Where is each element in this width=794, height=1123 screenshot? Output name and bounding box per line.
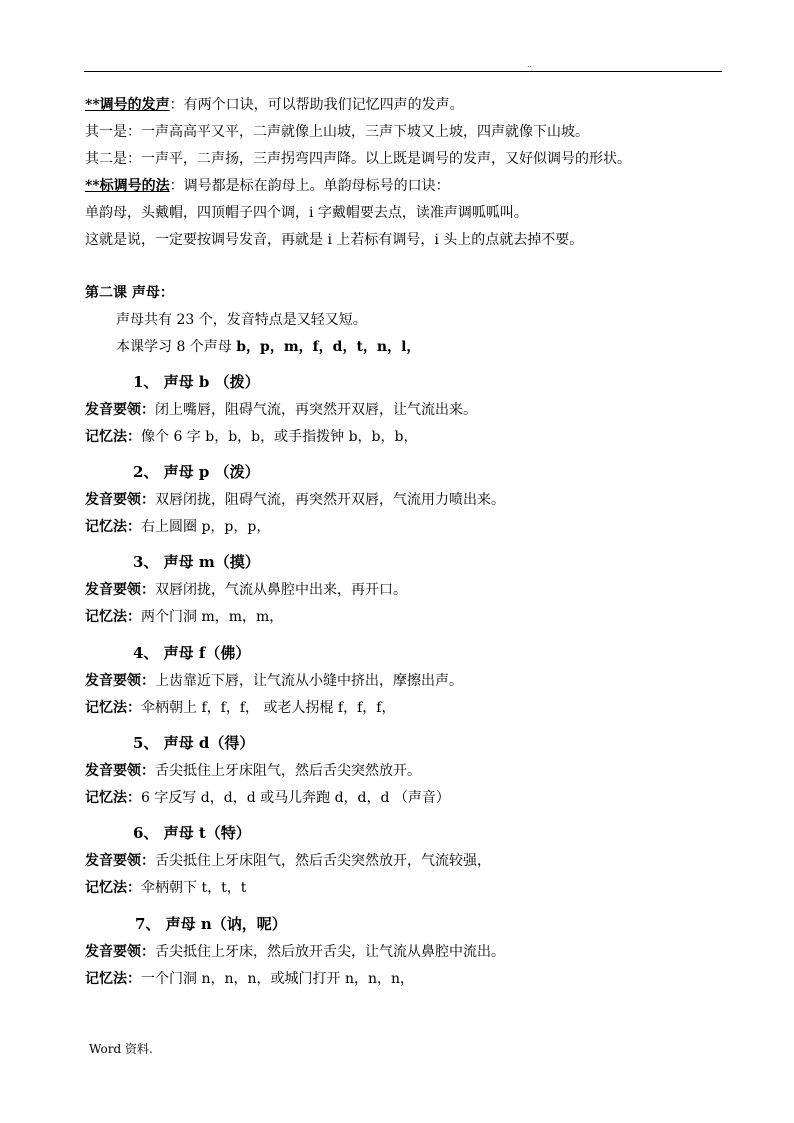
pron-line-d bbox=[85, 762, 421, 780]
mem-text: 两个门洞 m，m，m， bbox=[141, 609, 284, 625]
pron-label: 发音要领： bbox=[85, 763, 155, 779]
footer-text: Word 资料. bbox=[89, 1042, 153, 1056]
pron-text: 双唇闭拢，阻碍气流，再突然开双唇，气流用力喷出来。 bbox=[155, 492, 505, 508]
tone-mark-text: ：调号都是标在韵母上。单韵母标号的口诀： bbox=[169, 178, 450, 194]
mem-text: 像个 6 字 b，b，b，或手指拨钟 b，b，b， bbox=[141, 429, 418, 445]
header-dots: .. bbox=[527, 60, 533, 69]
item-heading-n: 7、 声母 n（讷，呢） bbox=[135, 915, 287, 933]
pron-text: 上齿靠近下唇，让气流从小缝中挤出，摩擦出声。 bbox=[155, 673, 463, 689]
mem-text: 伞柄朝下 t，t，t bbox=[141, 880, 247, 896]
pron-text: 双唇闭拢，气流从鼻腔中出来，再开口。 bbox=[155, 582, 407, 598]
lesson-intro-2 bbox=[116, 338, 420, 356]
pron-text: 舌尖抵住上牙床阻气，然后舌尖突然放开。 bbox=[155, 763, 421, 779]
mem-line-p bbox=[85, 518, 270, 536]
header-rule bbox=[84, 71, 722, 72]
tone-mark-label: **标调号的法 bbox=[85, 178, 170, 194]
item-heading-t: 6、 声母 t（特） bbox=[133, 824, 251, 842]
mem-text: 6 字反写 d，d，d 或马儿奔跑 d，d，d （声音） bbox=[141, 790, 450, 806]
mem-text: 右上圆圈 p，p，p， bbox=[141, 519, 271, 535]
lesson-letters: b，p，m，f，d，t，n，l， bbox=[236, 339, 421, 355]
mem-line-f bbox=[85, 699, 395, 717]
pron-label: 发音要领： bbox=[85, 673, 155, 689]
mem-line-b bbox=[85, 428, 417, 446]
pron-label: 发音要领： bbox=[85, 582, 155, 598]
pron-line-t bbox=[85, 852, 491, 870]
tone-sound-text: ：有两个口诀，可以帮助我们记忆四声的发声。 bbox=[169, 97, 464, 113]
pron-label: 发音要领： bbox=[85, 944, 155, 960]
pron-line-p bbox=[85, 491, 505, 509]
intro-line-2: 其一是：一声高高平又平，二声就像上山坡，三声下坡又上坡，四声就像下山坡。 bbox=[85, 124, 589, 140]
intro-line-5: 单韵母，头戴帽，四顶帽子四个调，i 字戴帽要去点，读准声调呱呱叫。 bbox=[85, 205, 528, 221]
intro-line-1 bbox=[85, 96, 464, 114]
pron-text: 舌尖抵住上牙床，然后放开舌尖，让气流从鼻腔中流出。 bbox=[155, 944, 505, 960]
pron-line-f bbox=[85, 672, 463, 690]
mem-label: 记忆法： bbox=[85, 880, 141, 896]
pron-line-b bbox=[85, 401, 477, 419]
mem-line-t bbox=[85, 879, 246, 897]
pron-text: 舌尖抵住上牙床阻气，然后舌尖突然放开，气流较强， bbox=[155, 853, 491, 869]
mem-label: 记忆法： bbox=[85, 519, 141, 535]
pron-label: 发音要领： bbox=[85, 853, 155, 869]
mem-label: 记忆法： bbox=[85, 609, 141, 625]
intro-line-6: 这就是说，一定要按调号发音，再就是 i 上若标有调号，i 头上的点就去掉不要。 bbox=[85, 232, 584, 248]
lesson-intro-text: 本课学习 8 个声母 bbox=[116, 339, 237, 355]
mem-text: 一个门洞 n，n，n，或城门打开 n，n，n， bbox=[141, 971, 414, 987]
pron-line-m bbox=[85, 581, 407, 599]
item-heading-p: 2、 声母 p （泼） bbox=[133, 463, 260, 481]
mem-text: 伞柄朝上 f，f，f， 或老人拐棍 f，f，f， bbox=[141, 700, 396, 716]
item-heading-b: 1、 声母 b （拨） bbox=[133, 373, 260, 391]
lesson-title: 第二课 声母： bbox=[85, 285, 174, 301]
pron-line-n bbox=[85, 943, 505, 961]
mem-line-d bbox=[85, 789, 450, 807]
intro-line-4 bbox=[85, 177, 450, 195]
item-heading-m: 3、 声母 m（摸） bbox=[133, 553, 260, 571]
tone-sound-label: **调号的发声 bbox=[85, 97, 170, 113]
mem-label: 记忆法： bbox=[85, 971, 141, 987]
mem-line-n bbox=[85, 970, 414, 988]
mem-label: 记忆法： bbox=[85, 429, 141, 445]
mem-label: 记忆法： bbox=[85, 790, 141, 806]
lesson-intro-1: 声母共有 23 个，发音特点是又轻又短。 bbox=[116, 312, 367, 328]
item-heading-f: 4、 声母 f（佛） bbox=[133, 644, 251, 662]
mem-label: 记忆法： bbox=[85, 700, 141, 716]
pron-text: 闭上嘴唇，阻碍气流，再突然开双唇，让气流出来。 bbox=[155, 402, 477, 418]
item-heading-d: 5、 声母 d（得） bbox=[133, 734, 255, 752]
intro-line-3: 其二是：一声平，二声扬，三声拐弯四声降。以上既是调号的发声，又好似调号的形状。 bbox=[85, 151, 631, 167]
pron-label: 发音要领： bbox=[85, 402, 155, 418]
mem-line-m bbox=[85, 608, 283, 626]
pron-label: 发音要领： bbox=[85, 492, 155, 508]
